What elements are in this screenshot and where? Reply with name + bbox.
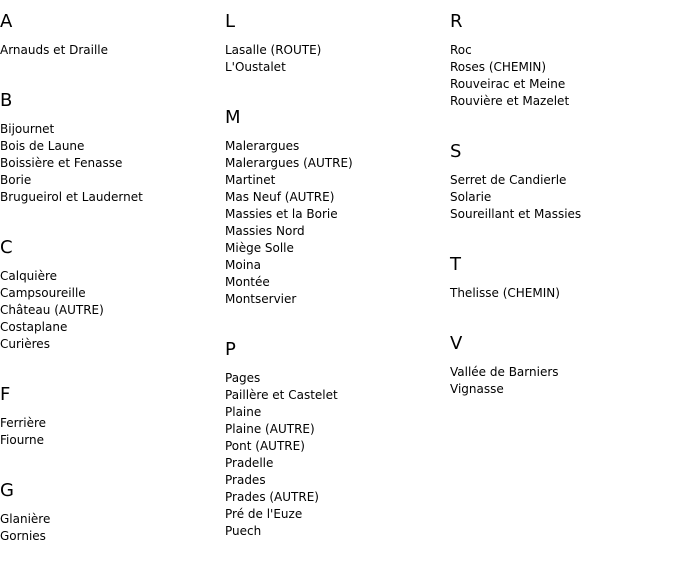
place-link[interactable]: Roc — [450, 43, 472, 57]
place-link[interactable]: Prades — [225, 473, 266, 487]
index-section-v — [450, 332, 670, 418]
index-section-s — [450, 140, 670, 243]
section-spacer — [0, 449, 220, 469]
section-letter-heading: M — [225, 107, 241, 128]
place-link[interactable]: Thelisse (CHEMIN) — [450, 286, 560, 300]
section-letter-heading: S — [450, 141, 462, 162]
section-letter-heading: T — [450, 254, 461, 275]
place-link[interactable]: Massies et la Borie — [225, 207, 338, 221]
index-section-c — [0, 236, 220, 373]
section-letter-heading: B — [0, 90, 13, 111]
place-link[interactable]: Ferrière — [0, 416, 47, 430]
place-link[interactable]: Campsoureille — [0, 286, 86, 300]
section-letter-heading: A — [0, 11, 13, 32]
section-spacer — [225, 308, 445, 328]
index-section-g — [0, 479, 220, 565]
place-link[interactable]: Vallée de Barniers — [450, 365, 559, 379]
place-link[interactable]: Solarie — [450, 190, 492, 204]
place-link[interactable]: Pont (AUTRE) — [225, 439, 305, 453]
place-link[interactable]: Château (AUTRE) — [0, 303, 104, 317]
place-link[interactable]: Rouvière et Mazelet — [450, 94, 570, 108]
section-spacer — [450, 398, 670, 418]
place-link[interactable]: Montservier — [225, 292, 297, 306]
section-spacer — [225, 540, 445, 560]
place-link[interactable]: Malerargues — [225, 139, 300, 153]
section-letter-heading: V — [450, 333, 463, 354]
place-link[interactable]: Mas Neuf (AUTRE) — [225, 190, 335, 204]
index-column-1 — [0, 0, 220, 565]
section-spacer — [450, 110, 670, 130]
section-letter-heading: R — [450, 11, 463, 32]
index-section-m — [225, 106, 445, 328]
place-link[interactable]: Arnauds et Draille — [0, 43, 108, 57]
place-link[interactable]: Paillère et Castelet — [225, 388, 338, 402]
place-link[interactable]: Bijournet — [0, 122, 55, 136]
place-link[interactable]: Bois de Laune — [0, 139, 85, 153]
place-link[interactable]: Puech — [225, 524, 262, 538]
place-link[interactable]: Montée — [225, 275, 270, 289]
index-section-r — [450, 10, 670, 130]
section-spacer — [450, 223, 670, 243]
place-link[interactable]: Miège Solle — [225, 241, 294, 255]
place-link[interactable]: Curières — [0, 337, 50, 351]
place-link[interactable]: Prades (AUTRE) — [225, 490, 319, 504]
section-spacer — [0, 206, 220, 226]
place-link[interactable]: Vignasse — [450, 382, 504, 396]
index-section-p — [225, 338, 445, 560]
section-letter-heading: G — [0, 480, 14, 501]
section-letter-heading: F — [0, 384, 11, 405]
place-link[interactable]: Plaine — [225, 405, 262, 419]
place-link[interactable]: Pradelle — [225, 456, 274, 470]
section-spacer — [0, 353, 220, 373]
place-link[interactable]: L'Oustalet — [225, 60, 286, 74]
index-section-a — [0, 10, 220, 79]
section-letter-heading: P — [225, 339, 236, 360]
place-link[interactable]: Martinet — [225, 173, 276, 187]
place-link[interactable]: Gornies — [0, 529, 46, 543]
place-link[interactable]: Costaplane — [0, 320, 68, 334]
index-section-l — [225, 10, 445, 96]
index-section-t — [450, 253, 670, 322]
place-link[interactable]: Roses (CHEMIN) — [450, 60, 547, 74]
place-link[interactable]: Plaine (AUTRE) — [225, 422, 315, 436]
place-link[interactable]: Boissière et Fenasse — [0, 156, 123, 170]
place-link[interactable]: Massies Nord — [225, 224, 305, 238]
place-link[interactable]: Glanière — [0, 512, 51, 526]
place-link[interactable]: Lasalle (ROUTE) — [225, 43, 322, 57]
place-link[interactable]: Soureillant et Massies — [450, 207, 582, 221]
place-link[interactable]: Malerargues (AUTRE) — [225, 156, 353, 170]
place-link[interactable]: Fiourne — [0, 433, 45, 447]
place-link[interactable]: Serret de Candierle — [450, 173, 567, 187]
index-column-3 — [450, 0, 670, 418]
place-link[interactable]: Borie — [0, 173, 32, 187]
place-link[interactable]: Moina — [225, 258, 261, 272]
place-link[interactable]: Pré de l'Euze — [225, 507, 303, 521]
section-letter-heading: L — [225, 11, 236, 32]
place-link[interactable]: Brugueirol et Laudernet — [0, 190, 143, 204]
section-spacer — [0, 545, 220, 565]
place-link[interactable]: Rouveirac et Meine — [450, 77, 566, 91]
index-column-2 — [225, 0, 445, 560]
place-link[interactable]: Pages — [225, 371, 261, 385]
section-spacer — [225, 76, 445, 96]
section-letter-heading: C — [0, 237, 13, 258]
section-spacer — [450, 302, 670, 322]
index-section-b — [0, 89, 220, 226]
section-spacer — [0, 59, 220, 79]
index-section-f — [0, 383, 220, 469]
place-link[interactable]: Calquière — [0, 269, 58, 283]
